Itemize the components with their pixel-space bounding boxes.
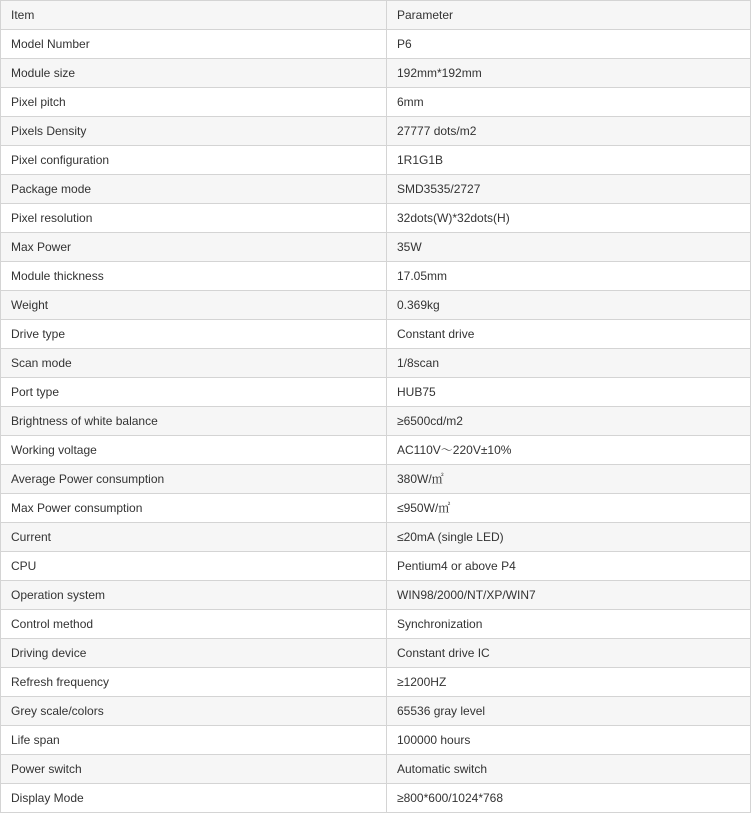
table-row bbox=[1, 233, 751, 262]
row-value-cell: ≤20mA (single LED) bbox=[387, 523, 751, 552]
table-row bbox=[1, 117, 751, 146]
table-row bbox=[1, 552, 751, 581]
row-value-cell: Constant drive bbox=[387, 320, 751, 349]
table-row bbox=[1, 146, 751, 175]
table-row bbox=[1, 697, 751, 726]
table-row bbox=[1, 378, 751, 407]
row-value-cell: ≥1200HZ bbox=[387, 668, 751, 697]
row-item-cell: Current bbox=[1, 523, 387, 552]
table-row bbox=[1, 610, 751, 639]
row-item-cell: Model Number bbox=[1, 30, 387, 59]
table-row bbox=[1, 291, 751, 320]
row-item-cell: Control method bbox=[1, 610, 387, 639]
row-value-cell: 1R1G1B bbox=[387, 146, 751, 175]
table-row bbox=[1, 262, 751, 291]
row-item-cell: Average Power consumption bbox=[1, 465, 387, 494]
row-item-cell: Max Power consumption bbox=[1, 494, 387, 523]
row-value-cell: ≥800*600/1024*768 bbox=[387, 784, 751, 813]
row-value-cell: AC110V～220V±10% bbox=[387, 436, 751, 465]
row-item-cell: Working voltage bbox=[1, 436, 387, 465]
row-item-cell: Pixel resolution bbox=[1, 204, 387, 233]
row-item-cell: Module thickness bbox=[1, 262, 387, 291]
row-value-cell: Synchronization bbox=[387, 610, 751, 639]
row-item-cell: Pixel pitch bbox=[1, 88, 387, 117]
table-row bbox=[1, 349, 751, 378]
table-row bbox=[1, 523, 751, 552]
row-value-cell: SMD3535/2727 bbox=[387, 175, 751, 204]
row-value-cell: 1/8scan bbox=[387, 349, 751, 378]
row-value-cell: 0.369kg bbox=[387, 291, 751, 320]
row-item-cell: Module size bbox=[1, 59, 387, 88]
table-row bbox=[1, 59, 751, 88]
row-item-cell: Drive type bbox=[1, 320, 387, 349]
table-row bbox=[1, 320, 751, 349]
table-row bbox=[1, 726, 751, 755]
table-row bbox=[1, 784, 751, 813]
table-header-row bbox=[1, 1, 751, 30]
row-value-cell: WIN98/2000/NT/XP/WIN7 bbox=[387, 581, 751, 610]
row-item-cell: Max Power bbox=[1, 233, 387, 262]
row-item-cell: Power switch bbox=[1, 755, 387, 784]
table-row bbox=[1, 755, 751, 784]
row-item-cell: Display Mode bbox=[1, 784, 387, 813]
row-item-cell: Refresh frequency bbox=[1, 668, 387, 697]
row-value-cell: 27777 dots/m2 bbox=[387, 117, 751, 146]
row-value-cell: Automatic switch bbox=[387, 755, 751, 784]
row-value-cell: 35W bbox=[387, 233, 751, 262]
row-item-cell: Package mode bbox=[1, 175, 387, 204]
row-value-cell: HUB75 bbox=[387, 378, 751, 407]
row-value-cell: 6mm bbox=[387, 88, 751, 117]
table-row bbox=[1, 639, 751, 668]
row-value-cell: 192mm*192mm bbox=[387, 59, 751, 88]
table-row bbox=[1, 407, 751, 436]
row-item-cell: Pixels Density bbox=[1, 117, 387, 146]
table-row bbox=[1, 465, 751, 494]
row-item-cell: Port type bbox=[1, 378, 387, 407]
row-item-cell: Operation system bbox=[1, 581, 387, 610]
row-value-cell: 100000 hours bbox=[387, 726, 751, 755]
table-row bbox=[1, 175, 751, 204]
table-row bbox=[1, 88, 751, 117]
row-item-cell: CPU bbox=[1, 552, 387, 581]
row-item-cell: Driving device bbox=[1, 639, 387, 668]
row-item-cell: Weight bbox=[1, 291, 387, 320]
table-row bbox=[1, 494, 751, 523]
table-row bbox=[1, 668, 751, 697]
table-row bbox=[1, 30, 751, 59]
table-row bbox=[1, 581, 751, 610]
row-value-cell: P6 bbox=[387, 30, 751, 59]
table-row bbox=[1, 436, 751, 465]
row-value-cell: 65536 gray level bbox=[387, 697, 751, 726]
header-parameter: Parameter bbox=[387, 1, 751, 30]
row-item-cell: Scan mode bbox=[1, 349, 387, 378]
header-item: Item bbox=[1, 1, 387, 30]
row-value-cell: ≥6500cd/m2 bbox=[387, 407, 751, 436]
row-item-cell: Pixel configuration bbox=[1, 146, 387, 175]
row-value-cell: 380W/㎡ bbox=[387, 465, 751, 494]
row-item-cell: Grey scale/colors bbox=[1, 697, 387, 726]
spec-table-body bbox=[1, 1, 751, 813]
row-value-cell: 17.05mm bbox=[387, 262, 751, 291]
row-value-cell: Pentium4 or above P4 bbox=[387, 552, 751, 581]
row-value-cell: Constant drive IC bbox=[387, 639, 751, 668]
row-value-cell: ≤950W/㎡ bbox=[387, 494, 751, 523]
row-item-cell: Life span bbox=[1, 726, 387, 755]
row-item-cell: Brightness of white balance bbox=[1, 407, 387, 436]
row-value-cell: 32dots(W)*32dots(H) bbox=[387, 204, 751, 233]
table-row bbox=[1, 204, 751, 233]
